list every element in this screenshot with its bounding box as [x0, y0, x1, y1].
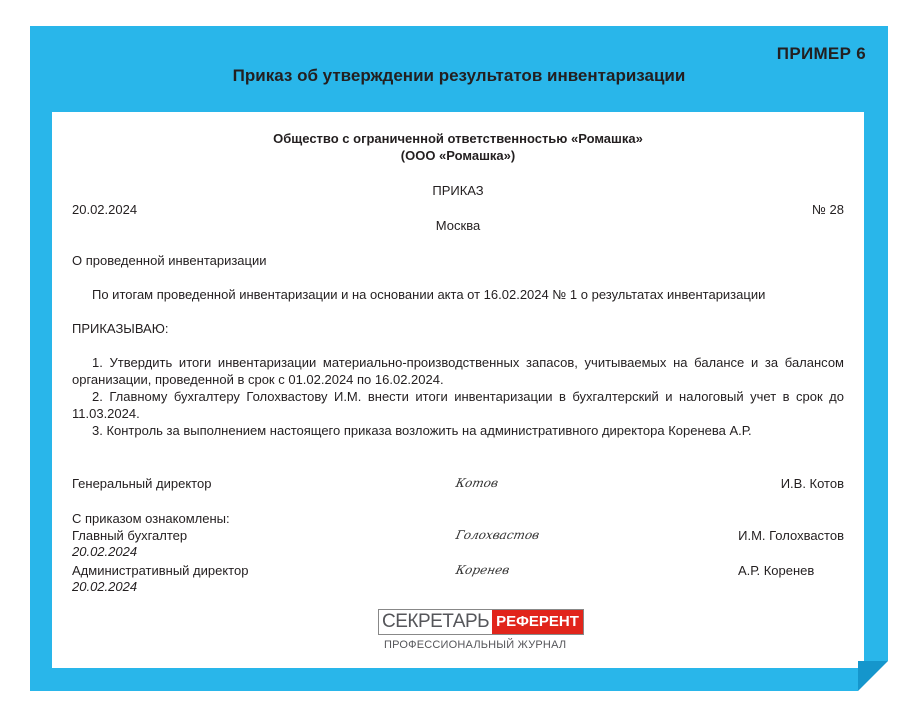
order-item-1: 1. Утвердить итоги инвентаризации материально-производственных запасов, учитываемых на балансе и за балансом организации, проведенной в срок с 01.02.2024 по 16.02.2024.	[72, 355, 844, 387]
doc-number: № 28	[811, 202, 844, 217]
doc-date: 20.02.2024	[72, 202, 138, 217]
logo-part-2: РЕФЕРЕНТ	[492, 610, 583, 634]
example-badge: ПРИМЕР 6	[776, 44, 866, 63]
accountant-title: Главный бухгалтер	[72, 528, 188, 543]
director-title: Генеральный директор	[72, 476, 212, 491]
accountant-signature: Голохвастов	[454, 528, 541, 542]
admin-name: А.Р. Коренев	[738, 563, 815, 578]
director-signature: Котов	[454, 476, 500, 490]
director-name: И.В. Котов	[780, 476, 844, 491]
accountant-name: И.М. Голохвастов	[738, 528, 844, 543]
example-frame	[30, 26, 888, 691]
order-word: ПРИКАЗЫВАЮ:	[72, 321, 169, 336]
admin-date: 20.02.2024	[72, 579, 138, 594]
order-item-3: 3. Контроль за выполнением настоящего приказа возложить на административного директора Коренева А.Р.	[92, 423, 752, 438]
page-fold-corner	[858, 661, 888, 691]
page-title: Приказ об утверждении результатов инвентаризации	[232, 66, 686, 85]
order-item-2: 2. Главному бухгалтеру Голохвастову И.М. внести итоги инвентаризации в бухгалтерский и налоговый учет в срок до 11.03.2024.	[72, 389, 844, 421]
admin-title: Административный директор	[72, 563, 249, 578]
doc-basis: По итогам проведенной инвентаризации и на основании акта от 16.02.2024 № 1 о результатах инвентаризации	[92, 287, 766, 302]
admin-signature: Коренев	[454, 563, 511, 577]
accountant-date: 20.02.2024	[72, 544, 138, 559]
document-sheet	[52, 112, 864, 668]
org-full-name: Общество с ограниченной ответственностью «Ромашка»	[273, 131, 643, 146]
journal-logo	[378, 609, 584, 635]
doc-subject: О проведенной инвентаризации	[72, 253, 267, 268]
org-short-name: (ООО «Ромашка»)	[400, 148, 516, 163]
acquainted-label: С приказом ознакомлены:	[72, 511, 230, 526]
doc-city: Москва	[435, 218, 481, 233]
logo-subtitle: ПРОФЕССИОНАЛЬНЫЙ ЖУРНАЛ	[384, 639, 567, 651]
logo-part-1: СЕКРЕТАРЬ	[379, 610, 492, 634]
doc-type: ПРИКАЗ	[432, 183, 484, 198]
